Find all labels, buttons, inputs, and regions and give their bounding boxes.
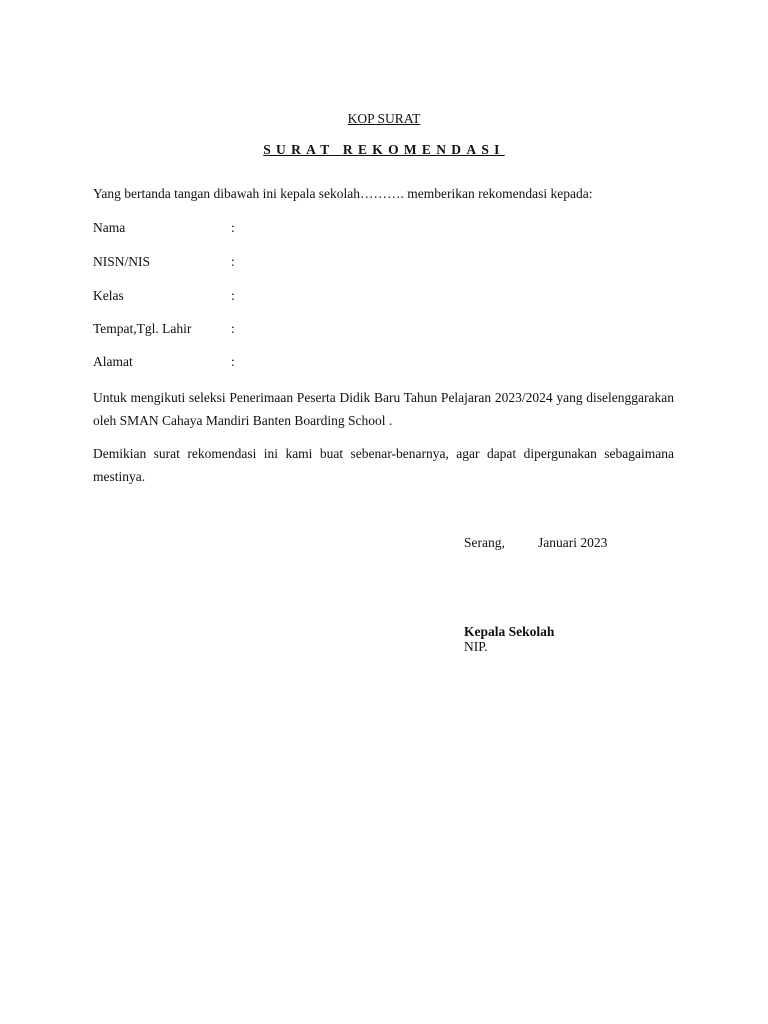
intro-text: Yang bertanda tangan dibawah ini kepala sekolah………. memberikan rekomendasi kepada: xyxy=(93,186,593,201)
body-paragraph-purpose: Untuk mengikuti seleksi Penerimaan Peserta Didik Baru Tahun Pelajaran 2023/2024 yang diselenggarakan oleh SMAN Cahaya Mandiri Banten Boarding School . xyxy=(93,390,674,428)
signatory-title: Kepala Sekolah xyxy=(464,624,555,639)
field-colon-nama: : xyxy=(231,220,235,235)
field-label-kelas: Kelas xyxy=(93,288,124,303)
field-label-nama: Nama xyxy=(93,220,126,235)
letterhead-placeholder: KOP SURAT xyxy=(347,111,421,126)
closing-date: Januari 2023 xyxy=(538,535,608,550)
field-colon-kelas: : xyxy=(231,288,235,303)
body-paragraph-closing: Demikian surat rekomendasi ini kami buat sebenar-benarnya, agar dapat dipergunakan sebagaimana mestinya. xyxy=(93,446,674,484)
field-label-alamat: Alamat xyxy=(93,354,133,369)
document-title: SURAT REKOMENDASI xyxy=(263,142,505,157)
field-label-tempat-tgl-lahir: Tempat,Tgl. Lahir xyxy=(93,321,192,336)
field-colon-alamat: : xyxy=(231,354,235,369)
signatory-nip: NIP. xyxy=(464,639,488,654)
field-colon-tempat-tgl-lahir: : xyxy=(231,321,235,336)
closing-city: Serang, xyxy=(464,535,505,550)
field-colon-nisn: : xyxy=(231,254,235,269)
field-label-nisn: NISN/NIS xyxy=(93,254,151,269)
